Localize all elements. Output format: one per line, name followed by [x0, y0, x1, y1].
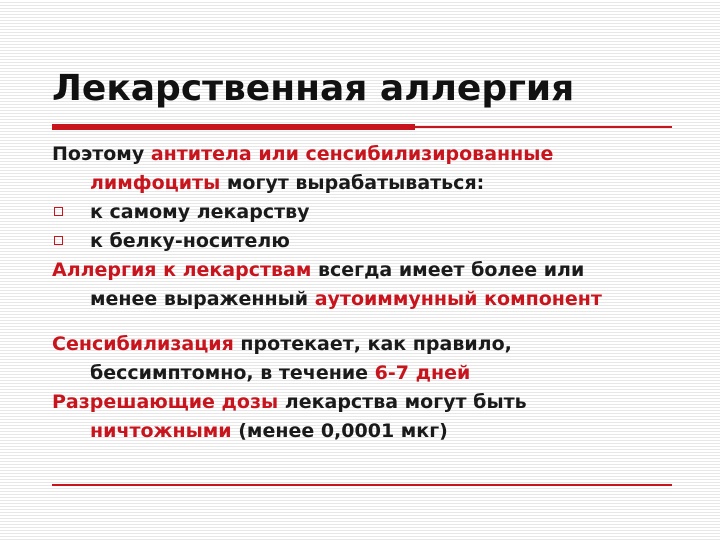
- bullet-item-carrier-protein: [52, 227, 682, 256]
- bullet-text: к белку-носителю: [90, 230, 290, 252]
- paragraph-line: [52, 417, 682, 446]
- square-bullet-icon: [54, 207, 63, 216]
- text-run: лекарства могут быть: [278, 391, 527, 413]
- spacer: [52, 314, 682, 330]
- highlight-text: Сенсибилизация: [52, 333, 234, 355]
- text-run: менее выраженный: [90, 288, 315, 310]
- highlight-text: аутоиммунный компонент: [314, 288, 602, 310]
- highlight-text: лимфоциты: [90, 172, 221, 194]
- text-run: (менее 0,0001 мкг): [231, 420, 448, 442]
- title-underline-thin: [415, 126, 672, 128]
- highlight-text: 6-7 дней: [374, 362, 471, 384]
- paragraph-line: [52, 359, 682, 388]
- footer-rule: [52, 484, 672, 486]
- bullet-item-drug: [52, 198, 682, 227]
- paragraph-line: [52, 330, 682, 359]
- paragraph-line: [52, 285, 682, 314]
- paragraph-line: [52, 256, 682, 285]
- paragraph-line: [52, 388, 682, 417]
- text-run: всегда имеет более или: [311, 259, 585, 281]
- text-run: бессимптомно, в течение: [90, 362, 375, 384]
- square-bullet-icon: [54, 236, 63, 245]
- slide-body: [52, 140, 682, 446]
- paragraph-antibodies: [52, 140, 682, 198]
- bullet-text: к самому лекарству: [90, 201, 310, 223]
- highlight-text: Аллергия к лекарствам: [52, 259, 312, 281]
- text-run: протекает, как правило,: [233, 333, 512, 355]
- paragraph-sensitization: [52, 330, 682, 388]
- paragraph-line: [52, 140, 682, 169]
- text-run: Поэтому: [52, 143, 151, 165]
- slide-title: Лекарственная аллергия: [52, 68, 575, 109]
- title-underline-accent: [52, 124, 415, 130]
- highlight-text: Разрешающие дозы: [52, 391, 279, 413]
- paragraph-line: [52, 169, 682, 198]
- paragraph-doses: [52, 388, 682, 446]
- highlight-text: антитела или сенсибилизированные: [150, 143, 554, 165]
- highlight-text: ничтожными: [90, 420, 232, 442]
- text-run: могут вырабатываться:: [220, 172, 485, 194]
- paragraph-autoimmune: [52, 256, 682, 314]
